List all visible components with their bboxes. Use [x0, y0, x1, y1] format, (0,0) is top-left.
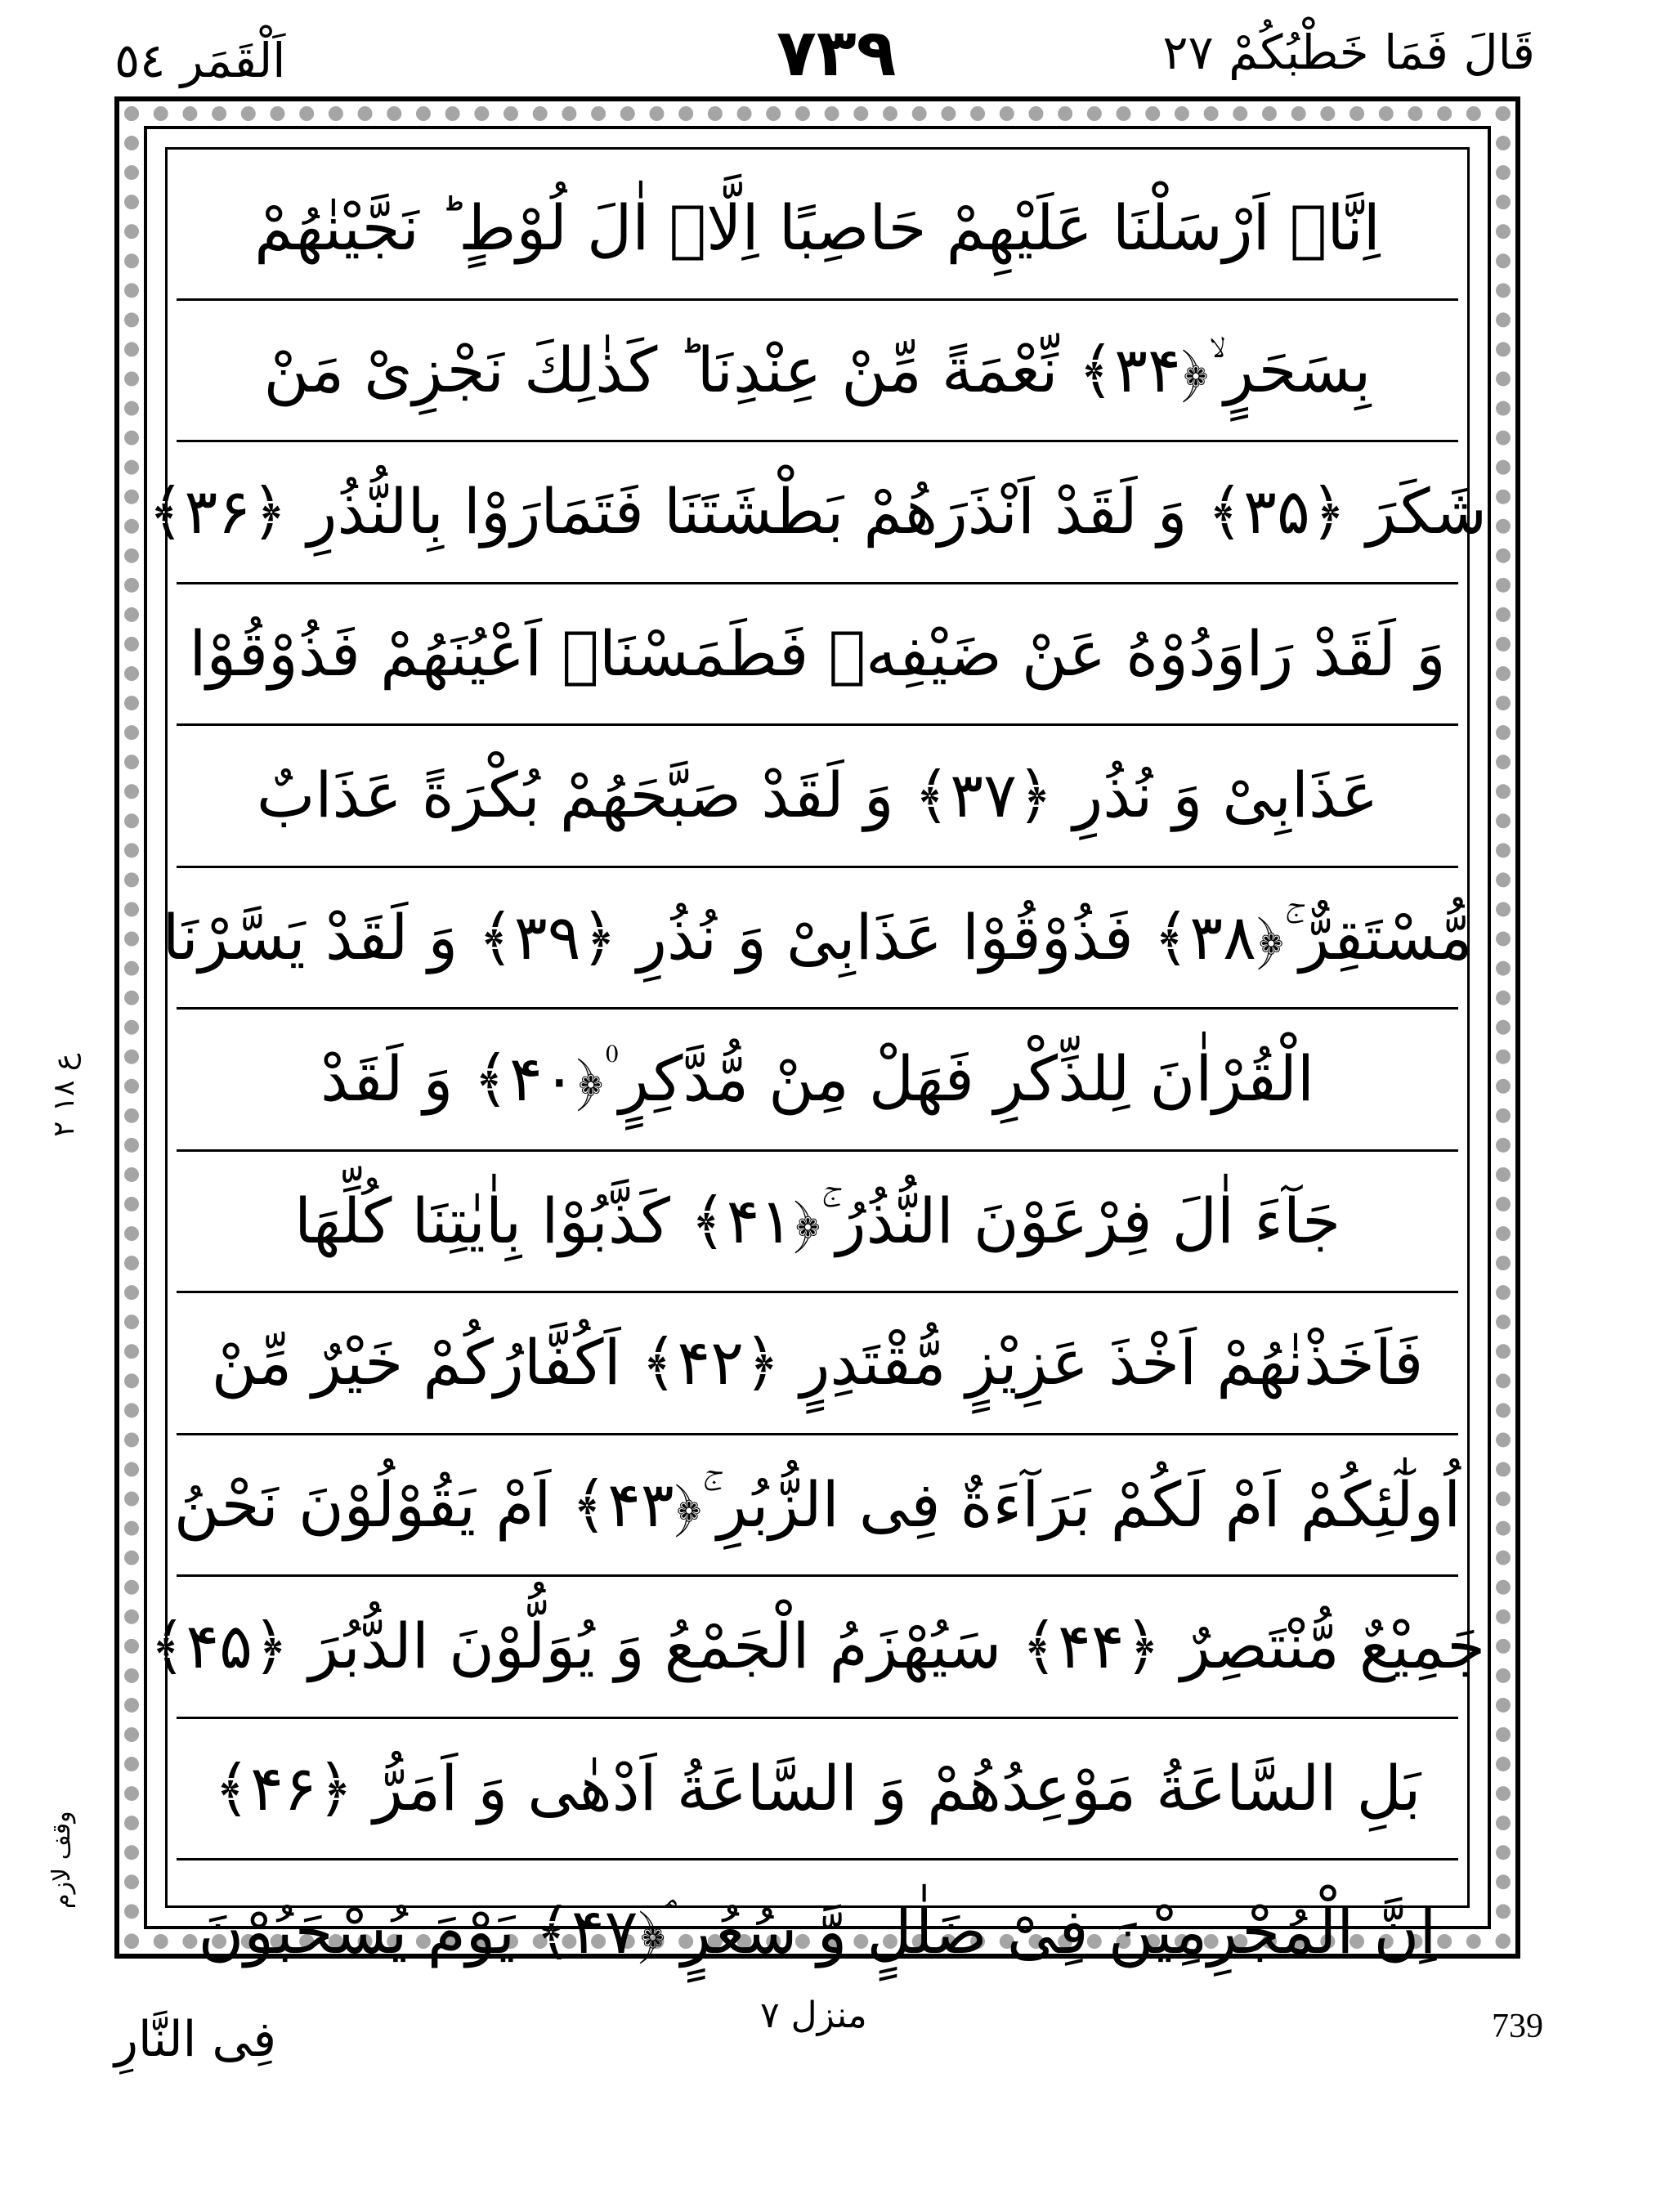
- text-line-8: جَآءَ اٰلَ فِرْعَوْنَ النُّذُرُ ۚ﴿۴۱﴾ كَذَّبُوْا بِاٰیٰتِنَا كُلِّهَا: [177, 1152, 1458, 1294]
- page-number-arabic: ٧٣٩: [777, 15, 897, 91]
- text-line-3: شَكَرَ ﴿۳۵﴾ وَ لَقَدْ اَنْذَرَهُمْ بَطْشَتَنَا فَتَمَارَوْا بِالنُّذُرِ ﴿۳۶﴾: [177, 442, 1458, 584]
- text-line-11: جَمِیْعٌ مُّنْتَصِرٌ ﴿۴۴﴾ سَیُهْزَمُ الْجَمْعُ وَ یُوَلُّوْنَ الدُّبُرَ ﴿۴۵﴾: [177, 1577, 1458, 1719]
- page-number: 739: [1492, 2008, 1543, 2045]
- page-header: [0, 0, 1674, 98]
- manzil-label: منزل ۷: [760, 1995, 867, 2036]
- text-line-9: فَاَخَذْنٰهُمْ اَخْذَ عَزِیْزٍ مُّقْتَدِرٍ ﴿۴۲﴾ اَكُفَّارُكُمْ خَیْرٌ مِّنْ: [177, 1293, 1458, 1435]
- catchword: فِی النَّارِ: [114, 2011, 277, 2068]
- waqf-marker: وقف لازم: [47, 1811, 76, 1909]
- text-line-1: اِنَّاۤ اَرْسَلْنَا عَلَیْهِمْ حَاصِبًا اِلَّاۤ اٰلَ لُوْطٍ ؕ نَجَّیْنٰهُمْ: [177, 159, 1458, 301]
- text-line-7: الْقُرْاٰنَ لِلذِّكْرِ فَهَلْ مِنْ مُّدَّكِرٍ ۠﴿۴۰﴾ وَ لَقَدْ: [177, 1010, 1458, 1152]
- juz-name: قَالَ فَمَا خَطْبُكُمْ ٢٧: [1162, 25, 1535, 80]
- text-line-2: بِسَحَرٍ ۙ﴿۳۴﴾ نِّعْمَةً مِّنْ عِنْدِنَا ؕ كَذٰلِكَ نَجْزِیْ مَنْ: [177, 301, 1458, 443]
- text-line-13: اِنَّ الْمُجْرِمِیْنَ فِیْ ضَلٰلٍ وَّ سُعُرٍ ۘ﴿۴۷﴾ یَوْمَ یُسْحَبُوْنَ: [198, 1894, 1437, 1968]
- surah-name: اَلْقَمَر ٥٤: [114, 33, 286, 88]
- ruku-marker: ع ۱۸ ۲: [47, 1053, 81, 1138]
- text-line-5: عَذَابِیْ وَ نُذُرِ ﴿۳۷﴾ وَ لَقَدْ صَبَّحَهُمْ بُكْرَةً عَذَابٌ: [177, 726, 1458, 868]
- text-line-4: وَ لَقَدْ رَاوَدُوْهُ عَنْ ضَیْفِهٖ فَطَمَسْنَاۤ اَعْیُنَهُمْ فَذُوْقُوْا: [177, 584, 1458, 727]
- text-line-10: اُولٰٓئِكُمْ اَمْ لَكُمْ بَرَآءَةٌ فِی الزُّبُرِ ۚ﴿۴۳﴾ اَمْ یَقُوْلُوْنَ نَحْنُ: [177, 1435, 1458, 1578]
- text-line-12: بَلِ السَّاعَةُ مَوْعِدُهُمْ وَ السَّاعَةُ اَدْهٰی وَ اَمَرُّ ﴿۴۶﴾: [177, 1719, 1458, 1861]
- text-line-6: مُّسْتَقِرٌّ ۚ﴿۳۸﴾ فَذُوْقُوْا عَذَابِیْ وَ نُذُرِ ﴿۳۹﴾ وَ لَقَدْ یَسَّرْنَا: [177, 868, 1458, 1010]
- verse-text-block: [147, 159, 1488, 1968]
- decorative-border: [114, 96, 1520, 1968]
